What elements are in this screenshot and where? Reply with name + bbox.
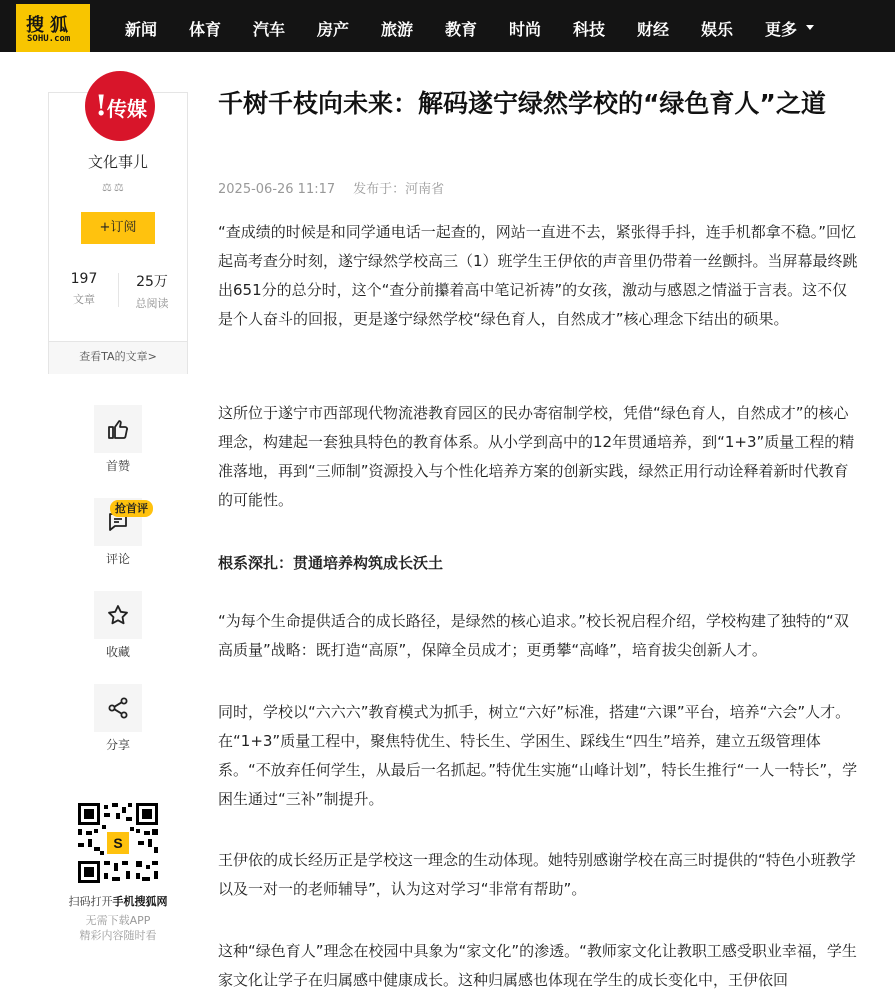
- article-paragraph-1: “查成绩的时候是和同学通电话一起查的，网站一直进不去，紧张得手抖，连手机都拿不稳。”回忆起高考查分时刻，遂宁绿然学校高三（1）班学生王伊依的声音里仍带着一丝颤抖。当屏幕最终跳出651分的总分时，这个“查分前攥着高中笔记祈祷”的女孩，激动与感恩之情溢于言表。这不仅是个人奋斗的回报，更是遂宁绿然学校“绿色育人，自然成才”核心理念下结出的硕果。: [218, 223, 858, 328]
- thumbs-up-icon: [106, 417, 130, 441]
- share-label: 分享: [105, 738, 130, 752]
- qr-caption-bold: 手机搜狐网: [112, 895, 168, 908]
- qr-caption: [60, 893, 176, 909]
- nav-item-more[interactable]: 更多: [765, 20, 798, 39]
- nav-item-auto[interactable]: 汽车: [253, 20, 286, 39]
- stat-reads: [127, 271, 177, 311]
- nav-item-sports[interactable]: 体育: [189, 20, 222, 39]
- stat-articles-num: 197: [70, 271, 98, 287]
- avatar-text: 传媒: [107, 97, 147, 121]
- qr-code: [78, 803, 158, 883]
- author-badges-icon: ⚖⚖: [102, 181, 126, 194]
- stat-articles: [59, 271, 109, 307]
- article-subheading: 根系深扎：贯通培养构筑成长沃土: [218, 554, 444, 572]
- author-name[interactable]: 文化事儿: [87, 153, 148, 171]
- nav-item-tech[interactable]: 科技: [573, 20, 606, 39]
- logo-en: SOHU.com: [27, 34, 71, 44]
- nav-item-news[interactable]: 新闻: [125, 20, 158, 39]
- avatar-mark: !: [95, 89, 108, 122]
- article-paragraph-4: 同时，学校以“六六六”教育模式为抓手，树立“六好”标准，搭建“六课”平台，培养“六会”人才。在“1+3”质量工程中，聚焦特优生、特长生、学困生、踩线生“四生”培养，建立五级管理体系。“不放弃任何学生，从最后一名抓起。”特优生实施“山峰计划”，特长生推行“一人一特长”，学困生通过“三补”制提升。: [218, 703, 858, 808]
- comment-label: 评论: [105, 552, 130, 566]
- nav-item-finance[interactable]: 财经: [637, 20, 670, 39]
- nav-item-fashion[interactable]: 时尚: [509, 20, 542, 39]
- logo-cn: 搜狐: [26, 15, 74, 36]
- stat-reads-label: 总阅读: [135, 297, 169, 310]
- avatar[interactable]: [85, 71, 155, 141]
- nav-item-education[interactable]: 教育: [445, 20, 478, 39]
- favorite-label: 收藏: [105, 645, 130, 659]
- nav-item-entertainment[interactable]: 娱乐: [701, 20, 734, 39]
- article-paragraph-3: “为每个生命提供适合的成长路径，是绿然的核心追求。”校长祝启程介绍，学校构建了独特的“双高质量”战略：既打造“高原”，保障全员成才；更勇攀“高峰”，培育拔尖创新人才。: [218, 612, 849, 659]
- subscribe-button[interactable]: +订阅: [81, 212, 155, 244]
- star-icon: [106, 603, 130, 627]
- qr-sub1: 无需下载APP: [85, 914, 151, 927]
- article-paragraph-5: 王伊依的成长经历正是学校这一理念的生动体现。她特别感谢学校在高三时提供的“特色小班教学以及一对一的老师辅导”，认为这对学习“非常有帮助”。: [218, 851, 856, 898]
- article-paragraph-6: 这种“绿色育人”理念在校园中具象为“家文化”的渗透。“教师家文化让教职工感受职业幸福，学生家文化让学子在归属感中健康成长。这种归属感也体现在学生的成长变化中，王伊依回: [218, 942, 857, 989]
- qr-subcaption: [60, 913, 176, 943]
- first-comment-badge[interactable]: 抢首评: [110, 500, 153, 517]
- chevron-down-icon[interactable]: [806, 25, 814, 30]
- sohu-logo[interactable]: [16, 4, 90, 52]
- nav-item-house[interactable]: 房产: [317, 20, 350, 39]
- stat-reads-num: 25万: [136, 274, 168, 290]
- author-card: [48, 89, 188, 374]
- article-title: 千树千枝向未来：解码遂宁绿然学校的“绿色育人”之道: [218, 89, 826, 118]
- article-paragraph-2: 这所位于遂宁市西部现代物流港教育园区的民办寄宿制学校，凭借“绿色育人，自然成才”的核心理念，构建起一套独具特色的教育体系。从小学到高中的12年贯通培养，到“1+3”质量工程的精准落地，再到“三师制”资源投入与个性化培养方案的创新实践，绿然正用行动诠释着新时代教育的可能性。: [218, 404, 855, 509]
- favorite-button[interactable]: [94, 591, 142, 639]
- view-articles-link[interactable]: 查看TA的文章>: [49, 341, 187, 374]
- share-icon: [106, 696, 130, 720]
- article-date: 2025-06-26 11:17: [218, 182, 336, 197]
- stat-divider: [118, 273, 119, 307]
- top-nav: [0, 0, 895, 52]
- share-button[interactable]: [94, 684, 142, 732]
- nav-item-travel[interactable]: 旅游: [381, 20, 414, 39]
- stat-articles-label: 文章: [73, 293, 95, 306]
- like-button[interactable]: [94, 405, 142, 453]
- like-label: 首赞: [105, 459, 130, 473]
- article-meta: [218, 178, 444, 197]
- qr-caption-prefix: 扫码打开: [68, 895, 113, 908]
- article-location: 发布于：河南省: [353, 182, 445, 197]
- svg-text:S: S: [113, 835, 123, 851]
- qr-sub2: 精彩内容随时看: [79, 929, 157, 942]
